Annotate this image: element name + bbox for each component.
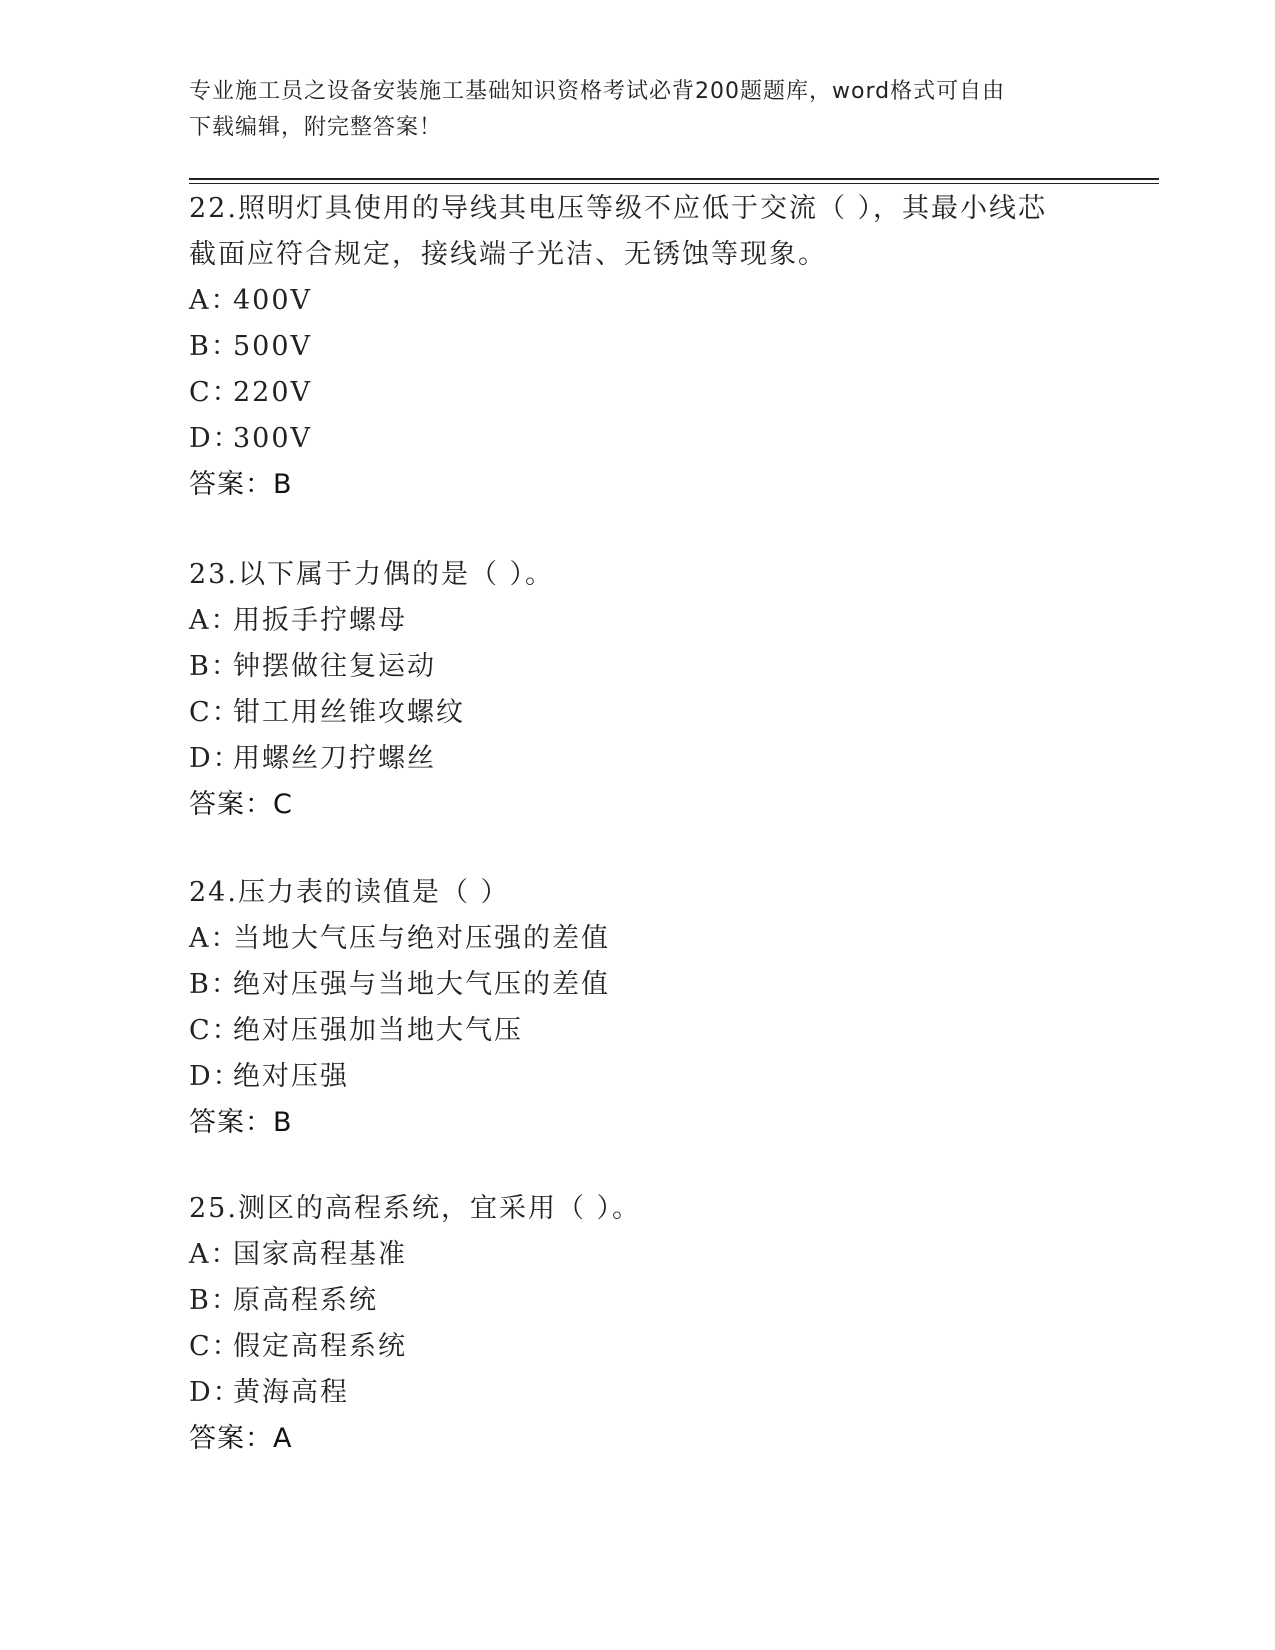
- option-key: D：: [189, 1377, 242, 1408]
- option-key: A：: [189, 285, 240, 316]
- option-key: D：: [189, 423, 242, 454]
- answer: 答案：B: [189, 469, 293, 500]
- option-b: [189, 1278, 1089, 1324]
- option-text: 黄海高程: [233, 1377, 349, 1408]
- option-key: D：: [189, 1061, 242, 1092]
- option-text: 假定高程系统: [233, 1331, 407, 1362]
- option-key: A：: [189, 1239, 240, 1270]
- option-a: [189, 1232, 1089, 1278]
- option-d: [189, 416, 1089, 462]
- option-key: C：: [189, 377, 241, 408]
- option-key: B：: [189, 969, 240, 1000]
- option-key: B：: [189, 1285, 240, 1316]
- question-stem: 22.照明灯具使用的导线其电压等级不应低于交流（ ），其最小线芯: [189, 193, 1048, 224]
- option-text: 400V: [233, 285, 313, 316]
- option-text: 绝对压强加当地大气压: [233, 1015, 523, 1046]
- option-key: C：: [189, 697, 241, 728]
- question-stem: 24.压力表的读值是（ ）: [189, 877, 510, 908]
- option-text: 用螺丝刀拧螺丝: [233, 743, 436, 774]
- option-key: B：: [189, 651, 240, 682]
- option-text: 220V: [233, 377, 313, 408]
- option-text: 用扳手拧螺母: [233, 605, 407, 636]
- option-c: [189, 1008, 1089, 1054]
- header-divider-thick: [189, 178, 1159, 180]
- header-divider-thin: [189, 183, 1159, 184]
- option-a: [189, 278, 1089, 324]
- option-key: C：: [189, 1015, 241, 1046]
- question-stem: 23.以下属于力偶的是（ ）。: [189, 559, 555, 590]
- option-key: A：: [189, 605, 240, 636]
- answer: 答案：B: [189, 1107, 293, 1138]
- option-text: 当地大气压与绝对压强的差值: [233, 923, 610, 954]
- answer: 答案：A: [189, 1423, 293, 1454]
- option-text: 钳工用丝锥攻螺纹: [233, 697, 465, 728]
- document-header: [189, 74, 1089, 146]
- option-c: [189, 1324, 1089, 1370]
- option-b: [189, 644, 1089, 690]
- option-text: 钟摆做往复运动: [233, 651, 436, 682]
- option-text: 原高程系统: [233, 1285, 378, 1316]
- question-23: [189, 552, 1089, 828]
- option-key: D：: [189, 743, 242, 774]
- question-24: [189, 870, 1089, 1146]
- question-25: [189, 1186, 1089, 1462]
- question-stem: 25.测区的高程系统，宜采用（ ）。: [189, 1193, 642, 1224]
- question-22: [189, 186, 1089, 508]
- header-line-2: 下载编辑，附完整答案！: [189, 115, 443, 140]
- option-d: [189, 1370, 1089, 1416]
- option-b: [189, 324, 1089, 370]
- option-text: 绝对压强与当地大气压的差值: [233, 969, 610, 1000]
- option-key: B：: [189, 331, 240, 362]
- option-d: [189, 1054, 1089, 1100]
- option-text: 300V: [233, 423, 313, 454]
- option-a: [189, 916, 1089, 962]
- option-d: [189, 736, 1089, 782]
- option-text: 国家高程基准: [233, 1239, 407, 1270]
- option-key: C：: [189, 1331, 241, 1362]
- question-stem-continued: 截面应符合规定，接线端子光洁、无锈蚀等现象。: [189, 239, 827, 270]
- option-text: 绝对压强: [233, 1061, 349, 1092]
- option-a: [189, 598, 1089, 644]
- option-key: A：: [189, 923, 240, 954]
- header-line-1: 专业施工员之设备安装施工基础知识资格考试必背200题题库，word格式可自由: [189, 79, 1006, 104]
- option-text: 500V: [233, 331, 313, 362]
- answer: 答案：C: [189, 789, 293, 820]
- option-c: [189, 370, 1089, 416]
- option-c: [189, 690, 1089, 736]
- option-b: [189, 962, 1089, 1008]
